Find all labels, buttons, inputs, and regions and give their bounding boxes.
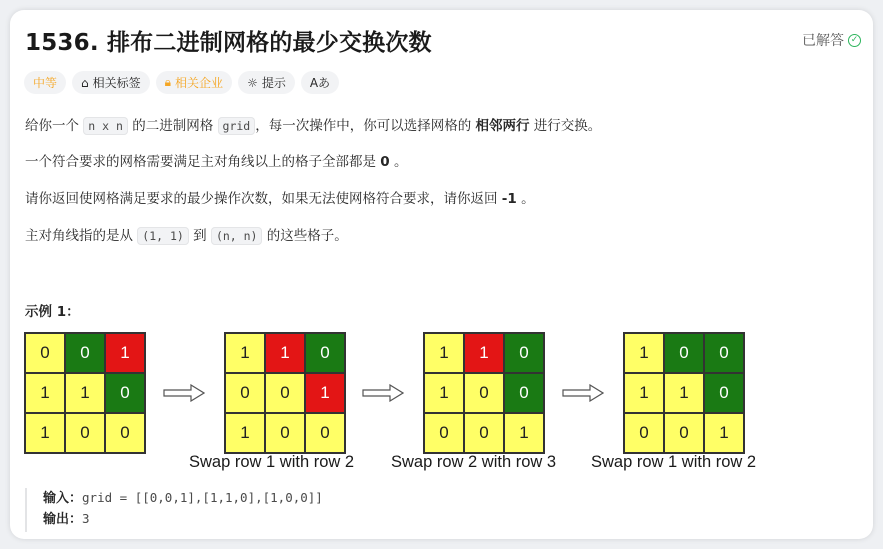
grid-cell: 0 [225, 373, 265, 413]
output-label: 输出： [43, 512, 83, 527]
grid-cell: 1 [265, 333, 305, 373]
translate-icon: Aあ [309, 76, 331, 90]
input-label: 输入： [43, 491, 83, 506]
text: 请你返回使网格满足要求的最少操作次数，如果无法使网格符合要求，请你返回 [25, 191, 502, 207]
text: 。 [516, 191, 535, 207]
grid-cell: 1 [25, 413, 65, 453]
arrow-right-icon [362, 384, 404, 402]
figure-caption: Swap row 1 with row 2 [189, 453, 355, 471]
solved-status [802, 30, 861, 50]
inline-code: n x n [83, 117, 128, 135]
grid-cell: 0 [305, 333, 345, 373]
grid-cell: 1 [65, 373, 105, 413]
grid-cell: 1 [664, 373, 704, 413]
inline-code: (n, n) [211, 227, 263, 245]
grid-cell: 1 [225, 333, 265, 373]
bold-text: 0 [380, 154, 390, 170]
grid-cell: 0 [664, 413, 704, 453]
companies-tag[interactable] [156, 71, 232, 94]
font-toggle-button[interactable] [301, 71, 339, 94]
grid-figure-2 [224, 332, 346, 454]
hint-label: 提示 [261, 76, 286, 90]
grid-cell: 0 [65, 413, 105, 453]
grid-cell: 1 [105, 333, 145, 373]
grid-figure-4 [623, 332, 745, 454]
input-line [43, 488, 323, 509]
grid-cell: 0 [305, 413, 345, 453]
companies-label: 相关企业 [175, 76, 224, 90]
output-line [43, 509, 323, 530]
text: 到 [188, 228, 211, 244]
description-paragraph-1 [25, 114, 601, 134]
inline-code: grid [218, 117, 256, 135]
output-value: 3 [82, 511, 90, 526]
inline-code: (1, 1) [137, 227, 189, 245]
grid-cell: 0 [504, 333, 544, 373]
example-io-block [25, 488, 323, 532]
arrow-right-icon [163, 384, 205, 402]
grid-cell: 0 [464, 373, 504, 413]
grid-cell: 0 [105, 373, 145, 413]
grid-cell: 0 [704, 333, 744, 373]
grid-cell: 1 [424, 373, 464, 413]
grid-cell: 0 [504, 373, 544, 413]
grid-cell: 1 [624, 373, 664, 413]
arrow-right-icon [562, 384, 604, 402]
difficulty-tag[interactable] [24, 71, 66, 94]
text: 一个符合要求的网格需要满足主对角线以上的格子全部都是 [25, 154, 381, 170]
text: 的这些格子。 [262, 228, 348, 244]
text: 的二进制网格 [127, 118, 218, 134]
grid-cell: 0 [25, 333, 65, 373]
grid-cell: 0 [65, 333, 105, 373]
input-value: grid = [[0,0,1],[1,1,0],[1,0,0]] [82, 490, 323, 505]
solved-label: 已解答 [802, 33, 844, 49]
grid-cell: 1 [225, 413, 265, 453]
text: 进行交换。 [529, 118, 602, 134]
grid-cell: 0 [105, 413, 145, 453]
grid-cell: 0 [464, 413, 504, 453]
grid-cell: 0 [664, 333, 704, 373]
lock-icon: 🔒︎ [164, 75, 172, 89]
figure-caption: Swap row 1 with row 2 [591, 453, 757, 471]
text: 。 [389, 154, 408, 170]
description-paragraph-2 [25, 150, 408, 170]
problem-title: 1536. 排布二进制网格的最少交换次数 [25, 30, 432, 56]
grid-cell: 0 [265, 373, 305, 413]
problem-card [10, 10, 873, 539]
grid-cell: 1 [704, 413, 744, 453]
grid-cell: 0 [704, 373, 744, 413]
bold-text: -1 [501, 191, 517, 207]
description-paragraph-4 [25, 224, 348, 244]
bold-text: 相邻两行 [475, 118, 530, 134]
text: 给你一个 [25, 118, 84, 134]
grid-figure-3 [423, 332, 545, 454]
hint-tag[interactable] [238, 71, 295, 94]
tag-bar [24, 71, 339, 94]
figure-caption: Swap row 2 with row 3 [391, 453, 557, 471]
grid-cell: 0 [424, 413, 464, 453]
text: 主对角线指的是从 [25, 228, 138, 244]
example-title: 示例 1： [25, 304, 80, 320]
topics-tag[interactable] [72, 71, 150, 94]
description-paragraph-3 [25, 187, 535, 207]
text: ，每一次操作中，你可以选择网格的 [255, 118, 476, 134]
grid-cell: 1 [464, 333, 504, 373]
grid-cell: 1 [424, 333, 464, 373]
lightbulb-icon: ☼ [247, 75, 258, 90]
grid-cell: 1 [504, 413, 544, 453]
topics-label: 相关标签 [92, 76, 141, 90]
difficulty-label: 中等 [33, 76, 58, 90]
grid-cell: 1 [305, 373, 345, 413]
tag-icon: ⌂ [81, 75, 89, 90]
grid-cell: 1 [25, 373, 65, 413]
grid-figure-1 [24, 332, 146, 454]
grid-cell: 0 [265, 413, 305, 453]
grid-cell: 0 [624, 413, 664, 453]
check-circle-icon: ✓ [848, 34, 861, 47]
grid-cell: 1 [624, 333, 664, 373]
